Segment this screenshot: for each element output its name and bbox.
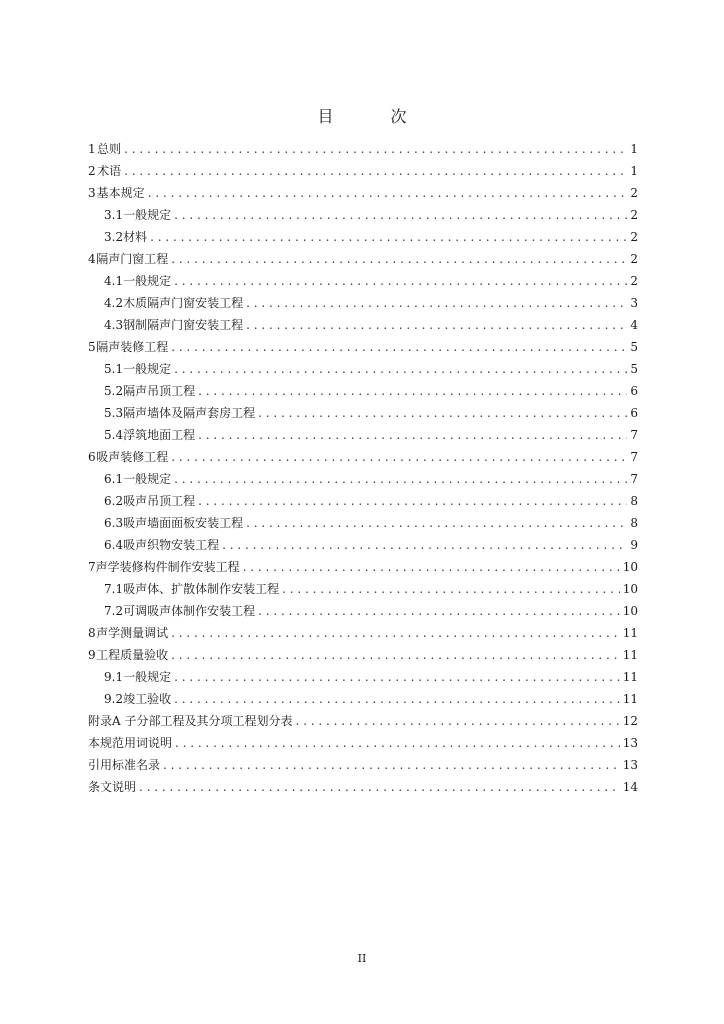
toc-entry-page: 2 (630, 274, 638, 288)
dot-leader (124, 138, 627, 160)
dot-leader (163, 754, 620, 776)
dot-leader (174, 666, 620, 688)
toc-entry[interactable] (88, 226, 638, 248)
toc-entry[interactable] (88, 314, 638, 336)
toc-entry-number: 9.2 (104, 692, 124, 706)
dot-leader (124, 160, 627, 182)
toc-entry-page: 8 (630, 494, 638, 508)
toc-entry-page: 10 (622, 560, 638, 574)
toc-entry-number: 5.4 (104, 428, 124, 442)
toc-entry-title: 基本规定 (96, 186, 145, 200)
toc-entry-title: 隔声墙体及隔声套房工程 (123, 406, 256, 420)
toc-entry[interactable] (88, 248, 638, 270)
dot-leader (150, 226, 627, 248)
toc-entry-number: 5.3 (104, 406, 124, 420)
dot-leader (282, 578, 620, 600)
toc-entry-page: 13 (622, 736, 638, 750)
toc-entry-number: 1 (88, 142, 96, 156)
toc-entry-title: 隔声装修工程 (96, 340, 169, 354)
toc-entry-number: 8 (88, 626, 96, 640)
toc-entry[interactable] (88, 688, 638, 710)
toc-entry[interactable] (88, 336, 638, 358)
toc-entry-page: 11 (622, 648, 638, 662)
toc-entry-number: 4.1 (104, 274, 124, 288)
toc-entry-title: 浮筑地面工程 (123, 428, 196, 442)
toc-entry-number: 3.2 (104, 230, 124, 244)
toc-entry-title: 术语 (97, 164, 122, 178)
toc-entry-page: 1 (630, 142, 638, 156)
dot-leader (198, 380, 627, 402)
toc-entry-number: 4.3 (104, 318, 124, 332)
toc-entry-number: 6.3 (104, 516, 124, 530)
toc-entry-page: 11 (622, 670, 638, 684)
dot-leader (246, 292, 627, 314)
toc-entry[interactable] (88, 600, 638, 622)
toc-entry-title: 总则 (97, 142, 122, 156)
dot-leader (171, 644, 620, 666)
dot-leader (174, 270, 627, 292)
toc-entry[interactable] (88, 402, 638, 424)
toc-entry-number: 6 (88, 450, 96, 464)
dot-leader (175, 732, 620, 754)
toc-entry[interactable] (88, 204, 638, 226)
dot-leader (295, 710, 619, 732)
toc-entry-title: 条文说明 (88, 780, 137, 794)
toc-entry-title: 吸声织物安装工程 (123, 538, 220, 552)
toc-entry-number: 5.1 (104, 362, 124, 376)
toc-entry[interactable] (88, 534, 638, 556)
toc-entry-number: 4 (88, 252, 96, 266)
toc-entry[interactable] (88, 556, 638, 578)
toc-entry-number: 2 (88, 164, 96, 178)
dot-leader (174, 204, 627, 226)
toc-entry-title: 工程质量验收 (96, 648, 169, 662)
toc-entry[interactable] (88, 292, 638, 314)
toc-entry-page: 6 (630, 406, 638, 420)
toc-entry-title: 声学装修构件制作安装工程 (95, 560, 240, 574)
toc-entry-title: 竣工验收 (123, 692, 172, 706)
dot-leader (246, 512, 627, 534)
toc-entry[interactable] (88, 710, 638, 732)
toc-entry[interactable] (88, 424, 638, 446)
toc-entry-title: 隔声门窗工程 (96, 252, 169, 266)
toc-entry-page: 12 (622, 714, 638, 728)
toc-entry-number: 7.1 (104, 582, 124, 596)
toc-entry-number: 4.2 (104, 296, 124, 310)
toc-entry-page: 14 (622, 780, 638, 794)
toc-entry-page: 10 (622, 604, 638, 618)
toc-entry-page: 10 (622, 582, 638, 596)
toc-entry[interactable] (88, 138, 638, 160)
toc-entry[interactable] (88, 490, 638, 512)
toc-entry-title: 吸声墙面面板安装工程 (123, 516, 244, 530)
dot-leader (171, 446, 627, 468)
toc-entry[interactable] (88, 776, 638, 798)
toc-entry[interactable] (88, 732, 638, 754)
toc-entry[interactable] (88, 754, 638, 776)
toc-entry[interactable] (88, 270, 638, 292)
toc-entry-number: 7 (88, 560, 96, 574)
toc-entry-title: 隔声吊顶工程 (123, 384, 196, 398)
toc-entry-page: 7 (630, 472, 638, 486)
toc-entry-number: 6.1 (104, 472, 124, 486)
toc-entry-page: 13 (622, 758, 638, 772)
toc-entry-page: 2 (630, 208, 638, 222)
dot-leader (174, 688, 620, 710)
dot-leader (171, 622, 620, 644)
dot-leader (198, 424, 627, 446)
dot-leader (171, 336, 627, 358)
toc-entry-title: 一般规定 (123, 208, 172, 222)
toc-entry-title: 声学测量调试 (96, 626, 169, 640)
dot-leader (174, 468, 627, 490)
toc-entry-title: 可调吸声体制作安装工程 (123, 604, 256, 618)
dot-leader (258, 600, 620, 622)
toc-entry[interactable] (88, 512, 638, 534)
toc-entry[interactable] (88, 468, 638, 490)
toc-entry[interactable] (88, 446, 638, 468)
table-of-contents (88, 138, 638, 798)
dot-leader (246, 314, 627, 336)
toc-entry-page: 11 (622, 626, 638, 640)
toc-entry-title: 木质隔声门窗安装工程 (123, 296, 244, 310)
toc-entry-page: 4 (630, 318, 638, 332)
toc-entry-number: 7.2 (104, 604, 124, 618)
toc-entry-page: 1 (630, 164, 638, 178)
dot-leader (171, 248, 627, 270)
dot-leader (258, 402, 627, 424)
toc-entry[interactable] (88, 644, 638, 666)
toc-entry[interactable] (88, 182, 638, 204)
toc-entry-title: 钢制隔声门窗安装工程 (123, 318, 244, 332)
toc-entry-number: 5 (88, 340, 96, 354)
toc-entry-page: 5 (630, 362, 638, 376)
page-title: 目 次 (317, 107, 433, 126)
toc-entry-page: 7 (630, 428, 638, 442)
toc-entry[interactable] (88, 380, 638, 402)
dot-leader (198, 490, 627, 512)
dot-leader (222, 534, 627, 556)
toc-entry-page: 2 (630, 186, 638, 200)
toc-entry-page: 9 (630, 538, 638, 552)
toc-entry-number: 9 (88, 648, 96, 662)
page-number: II (357, 952, 367, 965)
toc-entry-title: 吸声吊顶工程 (123, 494, 196, 508)
toc-entry-page: 2 (630, 252, 638, 266)
toc-entry[interactable] (88, 578, 638, 600)
toc-entry-title: 材料 (123, 230, 148, 244)
toc-entry-page: 8 (630, 516, 638, 530)
toc-entry-title: 一般规定 (123, 362, 172, 376)
toc-entry-title: 一般规定 (123, 274, 172, 288)
toc-entry-title: 本规范用词说明 (88, 736, 173, 750)
toc-entry[interactable] (88, 358, 638, 380)
toc-entry-page: 7 (630, 450, 638, 464)
toc-entry-title: 一般规定 (123, 670, 172, 684)
toc-entry-page: 6 (630, 384, 638, 398)
dot-leader (139, 776, 620, 798)
dot-leader (148, 182, 627, 204)
toc-entry-title: 吸声体、扩散体制作安装工程 (123, 582, 280, 596)
toc-entry-number: 5.2 (104, 384, 124, 398)
toc-entry-number: 6.2 (104, 494, 124, 508)
toc-entry-page: 2 (630, 230, 638, 244)
toc-entry-page: 5 (630, 340, 638, 354)
toc-entry-title: 附录A 子分部工程及其分项工程划分表 (88, 714, 293, 728)
toc-entry[interactable] (88, 160, 638, 182)
toc-entry-number: 6.4 (104, 538, 124, 552)
dot-leader (243, 556, 620, 578)
toc-entry[interactable] (88, 622, 638, 644)
toc-entry-number: 9.1 (104, 670, 124, 684)
dot-leader (174, 358, 627, 380)
toc-entry-title: 引用标准名录 (88, 758, 161, 772)
toc-entry-title: 一般规定 (123, 472, 172, 486)
toc-entry-page: 11 (622, 692, 638, 706)
toc-entry[interactable] (88, 666, 638, 688)
toc-entry-page: 3 (630, 296, 638, 310)
toc-entry-number: 3 (88, 186, 96, 200)
toc-entry-number: 3.1 (104, 208, 124, 222)
toc-entry-title: 吸声装修工程 (96, 450, 169, 464)
